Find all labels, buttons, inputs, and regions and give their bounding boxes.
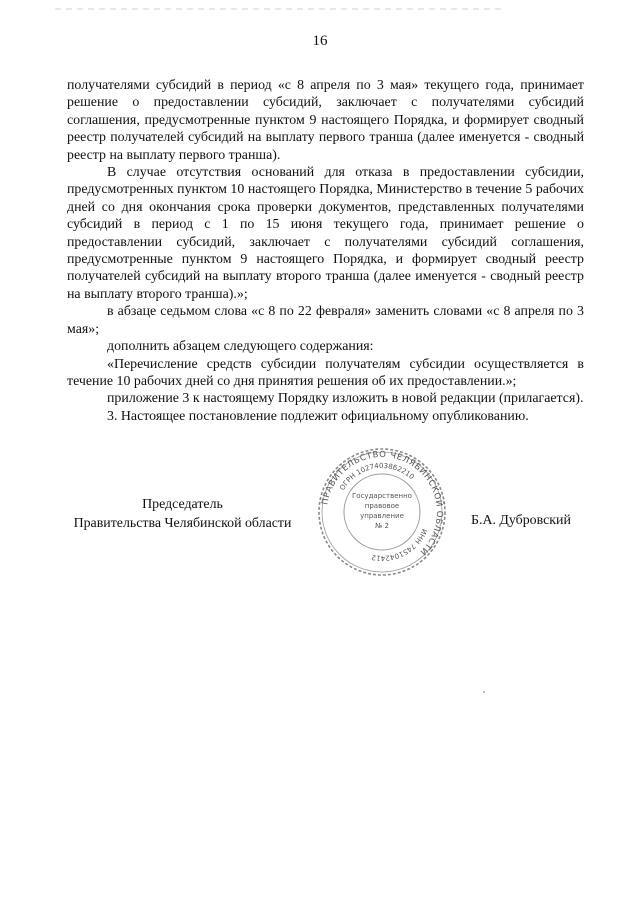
paragraph: приложение 3 к настоящему Порядку изложить в новой редакции (прилагается).	[107, 391, 584, 407]
svg-text:ИНН 7451042412	[371, 527, 429, 562]
signatory-title	[60, 495, 305, 533]
seal-center-line: № 2	[375, 522, 389, 530]
seal-center-line: правовое	[364, 502, 400, 510]
paragraph: 3. Настоящее постановление подлежит официальному опубликованию.	[107, 408, 529, 424]
scan-artifact	[483, 691, 485, 693]
paragraph: получателями субсидий в период «с 8 апреля по 3 мая» текущего года, принимает решение о предоставлении субсидий, заключает с получателями субсидий соглашения, предусмотренные пунктом 9 настоящего Порядка, и формирует сводный реестр получателей субсидий на выплату первого транша (далее именуется - сводный реестр на выплату первого транша).	[67, 78, 584, 163]
signatory-title-line: Председатель	[142, 497, 223, 512]
seal-outer-text: ПРАВИТЕЛЬСТВО ЧЕЛЯБИНСКОЙ ОБЛАСТИ	[320, 449, 445, 558]
paragraph: дополнить абзацем следующего содержания:	[107, 339, 374, 355]
document-body	[67, 77, 584, 425]
seal-center-line: управление	[360, 512, 404, 520]
page-number: 16	[312, 33, 328, 49]
paragraph: В случае отсутствия оснований для отказа в предоставлении субсидии, предусмотренных пунктом 10 настоящего Порядка, Министерство в течение 5 рабочих дней со дня окончания срока проверки документов, представленных получателями субсидий в период с 1 по 15 июня текущего года, принимает решение о предоставлении субсидий, заключает с получателями субсидий соглашения, предусмотренные пунктом 9 настоящего Порядка, и формирует сводный реестр получателей субсидий на выплату второго транша (далее именуется - сводный реестр на выплату второго транша).»;	[67, 165, 584, 302]
paragraph: «Перечисление средств субсидии получателям субсидии осуществляется в течение 10 рабочих дней со дня принятия решения об их предоставлении.»;	[67, 356, 584, 389]
signatory-name: Б.А. Дубровский	[471, 513, 571, 528]
signatory-title-line: Правительства Челябинской области	[73, 516, 292, 531]
seal-ogrn: ОГРН 1027403862210	[338, 461, 416, 492]
official-seal	[316, 446, 448, 578]
seal-center-line: Государственно	[352, 492, 412, 500]
seal-inn: ИНН 7451042412	[370, 527, 429, 563]
paragraph: в абзаце седьмом слова «с 8 по 22 февраля» заменить словами «с 8 апреля по 3 мая»;	[67, 304, 584, 337]
scan-artifact	[55, 8, 505, 10]
